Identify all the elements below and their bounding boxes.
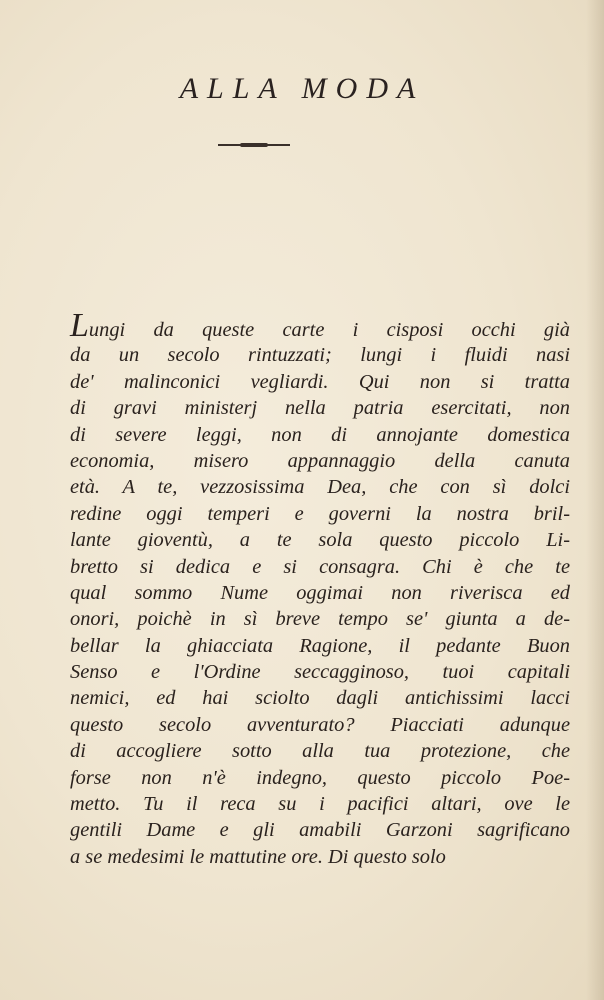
- text-line: di gravi ministerj nella patria esercitati, non: [70, 397, 570, 420]
- text-line: onori, poichè in sì breve tempo se' giunta a de-: [70, 608, 570, 631]
- text-line: forse non n'è indegno, questo piccolo Poe-: [70, 766, 570, 789]
- text-line: economia, misero appannaggio della canuta: [70, 449, 570, 472]
- text-line: redine oggi temperi e governi la nostra bril-: [70, 502, 570, 525]
- page-heading: ALLA MODA: [179, 72, 425, 105]
- text-line: metto. Tu il reca su i pacifici altari, ove le: [70, 793, 570, 816]
- text-line: di severe leggi, non di annojante domestica: [70, 423, 570, 446]
- text-line: Lungi da queste carte i cisposi occhi già: [70, 307, 570, 344]
- body-text: [70, 307, 570, 870]
- text-line: Senso e l'Ordine seccagginoso, tuoi capitali: [70, 661, 570, 684]
- text-line: lante gioventù, a te sola questo piccolo Li-: [70, 529, 570, 552]
- text-line: gentili Dame e gli amabili Garzoni sagrificano: [70, 819, 570, 842]
- text-line: di accogliere sotto alla tua protezione, che: [70, 740, 570, 763]
- drop-capital: L: [70, 307, 89, 344]
- text-line: nemici, ed hai sciolto dagli antichissimi lacci: [70, 687, 570, 710]
- text-line: bretto si dedica e si consagra. Chi è che te: [70, 555, 570, 578]
- ornamental-rule: [218, 144, 290, 146]
- text-line: questo secolo avventurato? Piacciati adunque: [70, 713, 570, 736]
- text-line: bellar la ghiacciata Ragione, il pedante Buon: [70, 634, 570, 657]
- text-line: qual sommo Nume oggimai non riverisca ed: [70, 581, 570, 604]
- text-line: de' malinconici vegliardi. Qui non si tratta: [70, 370, 570, 393]
- text-line: età. A te, vezzosissima Dea, che con sì dolci: [70, 476, 570, 499]
- text-line: da un secolo rintuzzati; lungi i fluidi nasi: [70, 344, 570, 367]
- text-line: a se medesimi le mattutine ore. Di questo solo: [70, 845, 446, 868]
